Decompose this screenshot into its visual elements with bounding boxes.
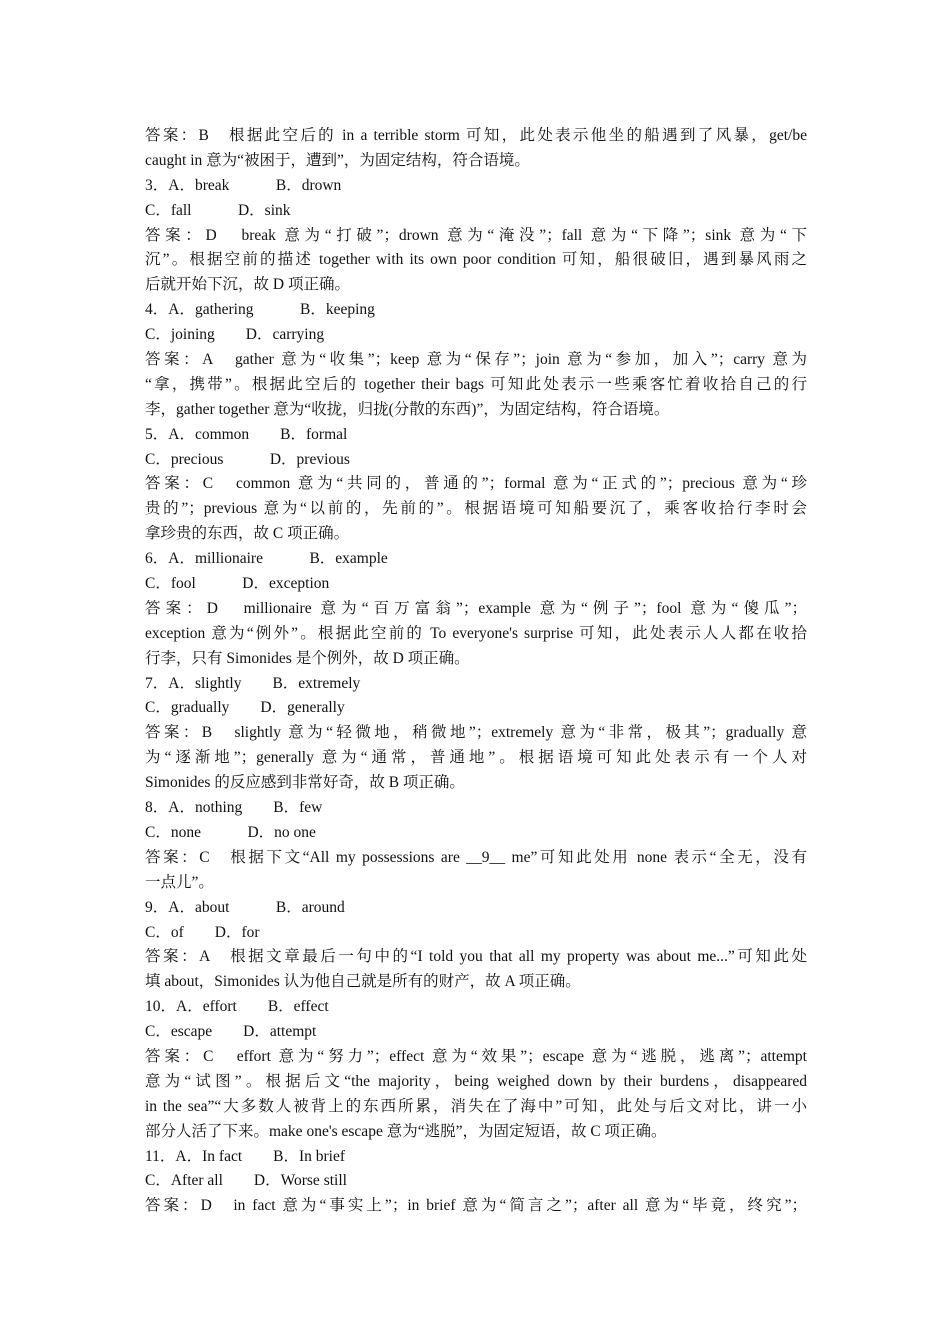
- question-options-line: C．of D．for: [145, 923, 260, 941]
- question-options-line: 9．A．about B．around: [145, 898, 345, 916]
- text-line: exception 意为“例外”。根据此空前的 To everyone's surprise 可知，此处表示人人都在收拾: [145, 624, 807, 642]
- text-line: 部分人活了下来。make one's escape 意为“逃脱”，为固定短语，故 C 项正确。: [145, 1122, 667, 1140]
- text-line: caught in 意为“被困于，遭到”，为固定结构，符合语境。: [145, 151, 530, 169]
- text-line: 意为“试图”。根据后文“the majority，being weighed down by their burdens，disappeared: [145, 1072, 807, 1090]
- answer-line: 答案：D break 意为“打破”；drown 意为“淹没”；fall 意为“下降”；sink 意为“下: [145, 226, 807, 244]
- answer-line: 答案：C effort 意为“努力”；effect 意为“效果”；escape 意为“逃脱，逃离”；attempt: [145, 1047, 807, 1065]
- answer-line: 答案：C 根据下文“All my possessions are __9__ me”可知此处用 none 表示“全无，没有: [145, 848, 807, 866]
- answer-line: 答案：D in fact 意为“事实上”；in brief 意为“简言之”；after all 意为“毕竟，终究”；: [145, 1197, 807, 1215]
- question-options-line: C．fool D．exception: [145, 575, 330, 593]
- answer-line: 答案：A gather 意为“收集”；keep 意为“保存”；join 意为“参加，加入”；carry 意为: [145, 351, 807, 369]
- answer-line: 答案：B slightly 意为“轻微地，稍微地”；extremely 意为“非常，极其”；gradually 意: [145, 724, 807, 742]
- answer-line: 答案：C common 意为“共同的，普通的”；formal 意为“正式的”；precious 意为“珍: [145, 475, 807, 493]
- text-line: 答案：B 根据此空后的 in a terrible storm 可知，此处表示他坐的船遇到了风暴，get/be: [145, 127, 807, 144]
- answer-line: 答案：D millionaire 意为“百万富翁”；example 意为“例子”；fool 意为“傻瓜”；: [145, 599, 807, 617]
- text-line: in the sea”“大多数人被背上的东西所累，消失在了海中”可知，此处与后文对比，讲一小: [145, 1097, 807, 1115]
- question-options-line: C．joining D．carrying: [145, 326, 325, 344]
- answer-line: 答案：A 根据文章最后一句中的“I told you that all my property was about me...”可知此处: [145, 948, 807, 966]
- text-line: 贵的”；previous 意为“以前的，先前的”。根据语境可知船要沉了，乘客收拾行李时会: [145, 500, 807, 518]
- question-options-line: C．escape D．attempt: [145, 1023, 317, 1041]
- text-line: 填 about，Simonides 认为他自己就是所有的财产，故 A 项正确。: [145, 973, 581, 991]
- question-options-line: 11．A．In fact B．In brief: [145, 1147, 346, 1165]
- text-line: 为“逐渐地”；generally 意为“通常，普通地”。根据语境可知此处表示有一个人对: [145, 749, 807, 767]
- text-line: 行李，只有 Simonides 是个例外，故 D 项正确。: [145, 649, 470, 667]
- text-line: “拿，携带”。根据此空后的 together their bags 可知此处表示一些乘客忙着收拾自己的行: [145, 375, 807, 393]
- question-options-line: 8．A．nothing B．few: [145, 799, 323, 817]
- question-options-line: C．gradually D．generally: [145, 699, 345, 717]
- question-options-line: 5．A．common B．formal: [145, 425, 348, 443]
- text-line: 一点儿”。: [145, 873, 214, 891]
- question-options-line: 4．A．gathering B．keeping: [145, 301, 375, 319]
- document-page: [145, 124, 807, 1219]
- text-line: 拿珍贵的东西，故 C 项正确。: [145, 525, 350, 543]
- question-options-line: 3．A．break B．drown: [145, 176, 342, 194]
- question-options-line: C．none D．no one: [145, 823, 316, 841]
- question-options-line: C．fall D．sink: [145, 201, 291, 219]
- question-options-line: C．After all D．Worse still: [145, 1172, 347, 1190]
- question-options-line: 10．A．effort B．effect: [145, 998, 329, 1016]
- question-options-line: 6．A．millionaire B．example: [145, 550, 388, 568]
- question-options-line: C．precious D．previous: [145, 450, 350, 468]
- text-line: 李，gather together 意为“收拢，归拢(分散的东西)”，为固定结构，符合语境。: [145, 400, 670, 418]
- question-options-line: 7．A．slightly B．extremely: [145, 674, 361, 692]
- text-line: 后就开始下沉，故 D 项正确。: [145, 276, 350, 294]
- text-line: Simonides 的反应感到非常好奇，故 B 项正确。: [145, 774, 465, 792]
- text-line: 沉”。根据空前的描述 together with its own poor condition 可知，船很破旧，遇到暴风雨之: [145, 251, 807, 269]
